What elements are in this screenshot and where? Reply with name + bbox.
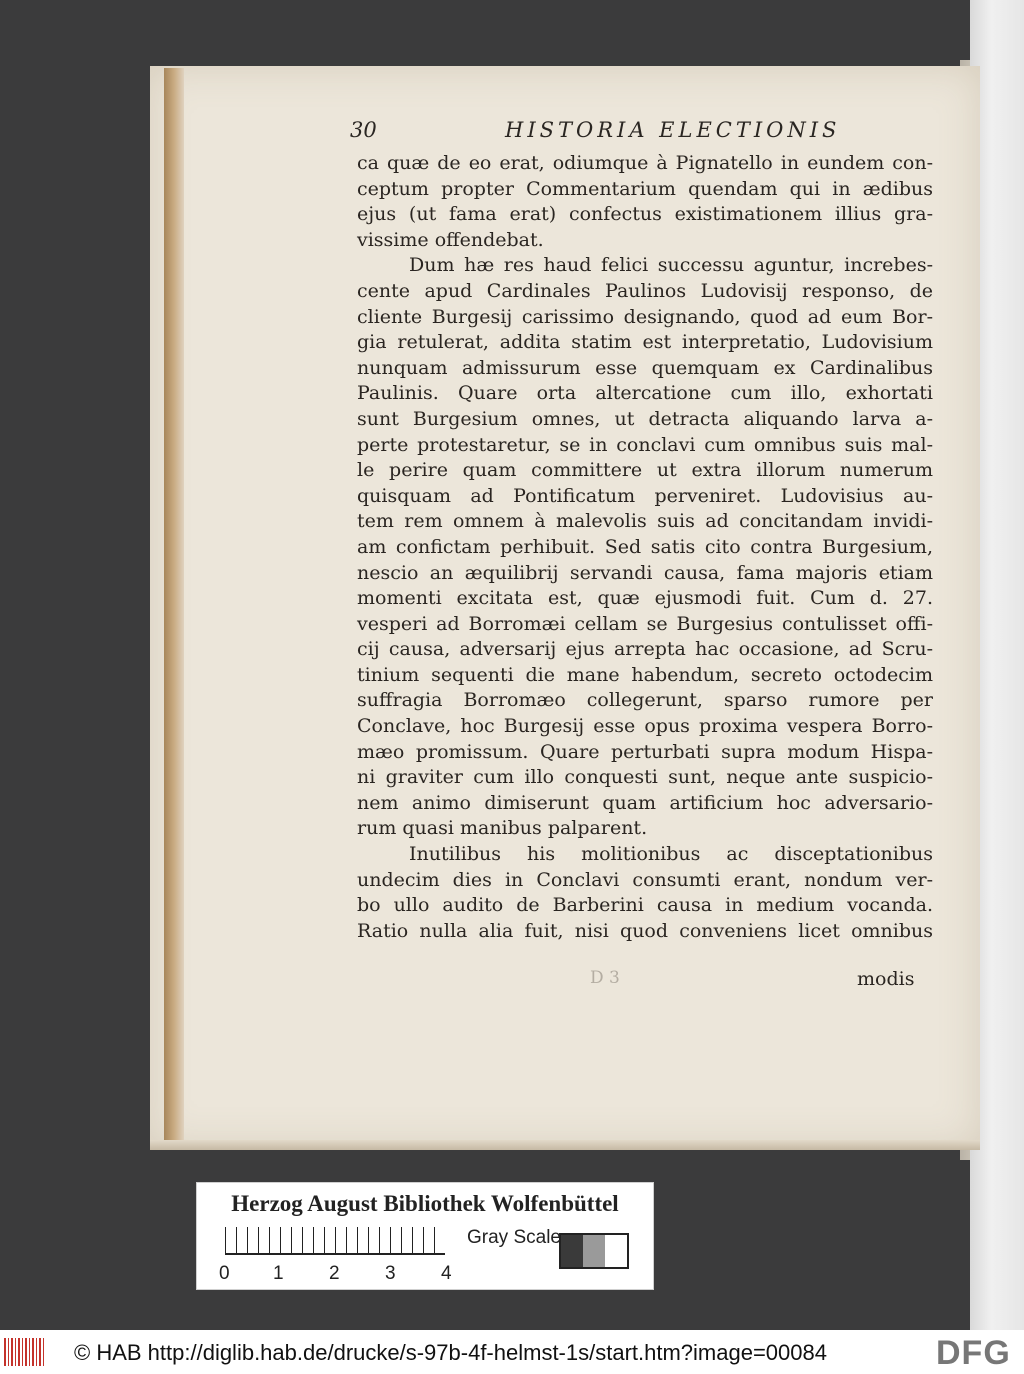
running-head-title: HISTORIA ELECTIONIS <box>505 118 841 142</box>
library-name: Herzog August Bibliothek Wolfenbüttel <box>231 1191 619 1216</box>
ruler-number: 2 <box>329 1263 340 1284</box>
text-line: nem animo dimiserunt quam artificium hoc adversario- <box>357 791 933 814</box>
text-line: vissime offendebat. <box>357 228 544 251</box>
text-line: Ratio nulla alia fuit, nisi quod conveniens licet omnibus <box>357 919 933 942</box>
text-line: Inutilibus his molitionibus ac disceptationibus <box>409 843 933 866</box>
text-line: ceptum propter Commentarium quendam qui in ædibus <box>357 177 933 200</box>
text-line: momenti excitata est, quæ ejusmodi fuit. Cum d. 27. <box>357 587 933 610</box>
gray-scale-swatches <box>559 1233 629 1269</box>
page-bottom-edge <box>150 1140 980 1150</box>
text-line: ni graviter cum illo conquesti sunt, neque ante suspicio- <box>357 766 933 789</box>
color-scale-target <box>196 1182 654 1290</box>
text-line: sunt Burgesium omnes, ut detracta aliquando larva a- <box>357 407 933 430</box>
text-line: tem rem omnem à malevolis suis ad concitandam invidi- <box>357 510 933 533</box>
text-line: mæo promissum. Quare perturbati supra modum Hispa- <box>357 740 933 763</box>
text-line: nescio an æquilibrij servandi causa, fama majoris etiam <box>357 561 933 584</box>
text-line: cliente Burgesij carissimo designando, quod ad eum Bor- <box>357 305 933 328</box>
text-line: suffragia Borromæo collegerunt, sparso rumore per <box>357 689 933 712</box>
signature-mark: D 3 <box>590 968 620 988</box>
text-line: vesperi ad Borromæi cellam se Burgesius contulisset offi- <box>357 612 933 635</box>
text-line: gia retulerat, addita statim est interpretatio, Ludovisium <box>357 331 933 354</box>
text-line: Conclave, hoc Burgesij esse opus proxima vespera Borro- <box>357 715 933 738</box>
ruler-number: 3 <box>385 1263 396 1284</box>
text-line: cente apud Cardinales Paulinos Ludovisij responso, de <box>357 279 933 302</box>
text-line: Paulinis. Quare orta altercatione cum illo, exhortati <box>357 382 933 405</box>
text-line: nunquam admissurum esse quemquam ex Cardinalibus <box>357 356 933 379</box>
text-line: ejus (ut fama erat) confectus existimationem illius gra- <box>357 203 933 226</box>
text-line: ca quæ de eo erat, odiumque à Pignatello in eundem con- <box>357 152 933 174</box>
text-line: bo ullo audito de Barberini causa in medium vocanda. <box>357 894 933 917</box>
source-url[interactable]: © HAB http://diglib.hab.de/drucke/s-97b-4f-helmst-1s/start.htm?image=00084 <box>74 1340 827 1365</box>
text-line: rum quasi manibus palparent. <box>357 817 648 840</box>
swatch-dark <box>561 1235 583 1267</box>
ruler-number: 1 <box>273 1263 284 1284</box>
ruler-number: 0 <box>219 1263 230 1284</box>
body-text <box>357 151 933 944</box>
text-line: cij causa, adversarij ejus arrepta hac occasione, ad Scru- <box>357 638 933 661</box>
swatch-light <box>605 1235 627 1267</box>
text-line: am confictam perhibuit. Sed satis cito contra Burgesium, <box>357 535 933 558</box>
ruler-number: 4 <box>441 1263 452 1284</box>
centimeter-ruler <box>225 1227 445 1255</box>
page-gutter-edge <box>164 68 184 1146</box>
gray-scale-label: Gray Scale <box>467 1227 561 1248</box>
hab-logo-icon <box>4 1338 46 1366</box>
text-line: quisquam ad Pontificatum perveniret. Ludovisius au- <box>357 484 933 507</box>
dfg-logo: DFG <box>936 1334 1011 1372</box>
text-line: undecim dies in Conclavi consumti erant, nondum ver- <box>357 868 933 891</box>
running-head <box>350 118 870 148</box>
footer-bar <box>0 1330 1024 1374</box>
text-line: le perire quam committere ut extra illorum numerum <box>357 459 933 482</box>
catchword: modis <box>857 968 915 990</box>
text-line: perte protestaretur, se in conclavi cum omnibus suis mal- <box>357 433 933 456</box>
text-line: tinium sequenti die mane habendum, secreto octodecim <box>357 663 933 686</box>
swatch-mid <box>583 1235 605 1267</box>
text-line: Dum hæ res haud felici successu aguntur, increbes- <box>409 254 933 277</box>
ruler-numbers <box>219 1263 479 1283</box>
page-number: 30 <box>350 118 377 142</box>
